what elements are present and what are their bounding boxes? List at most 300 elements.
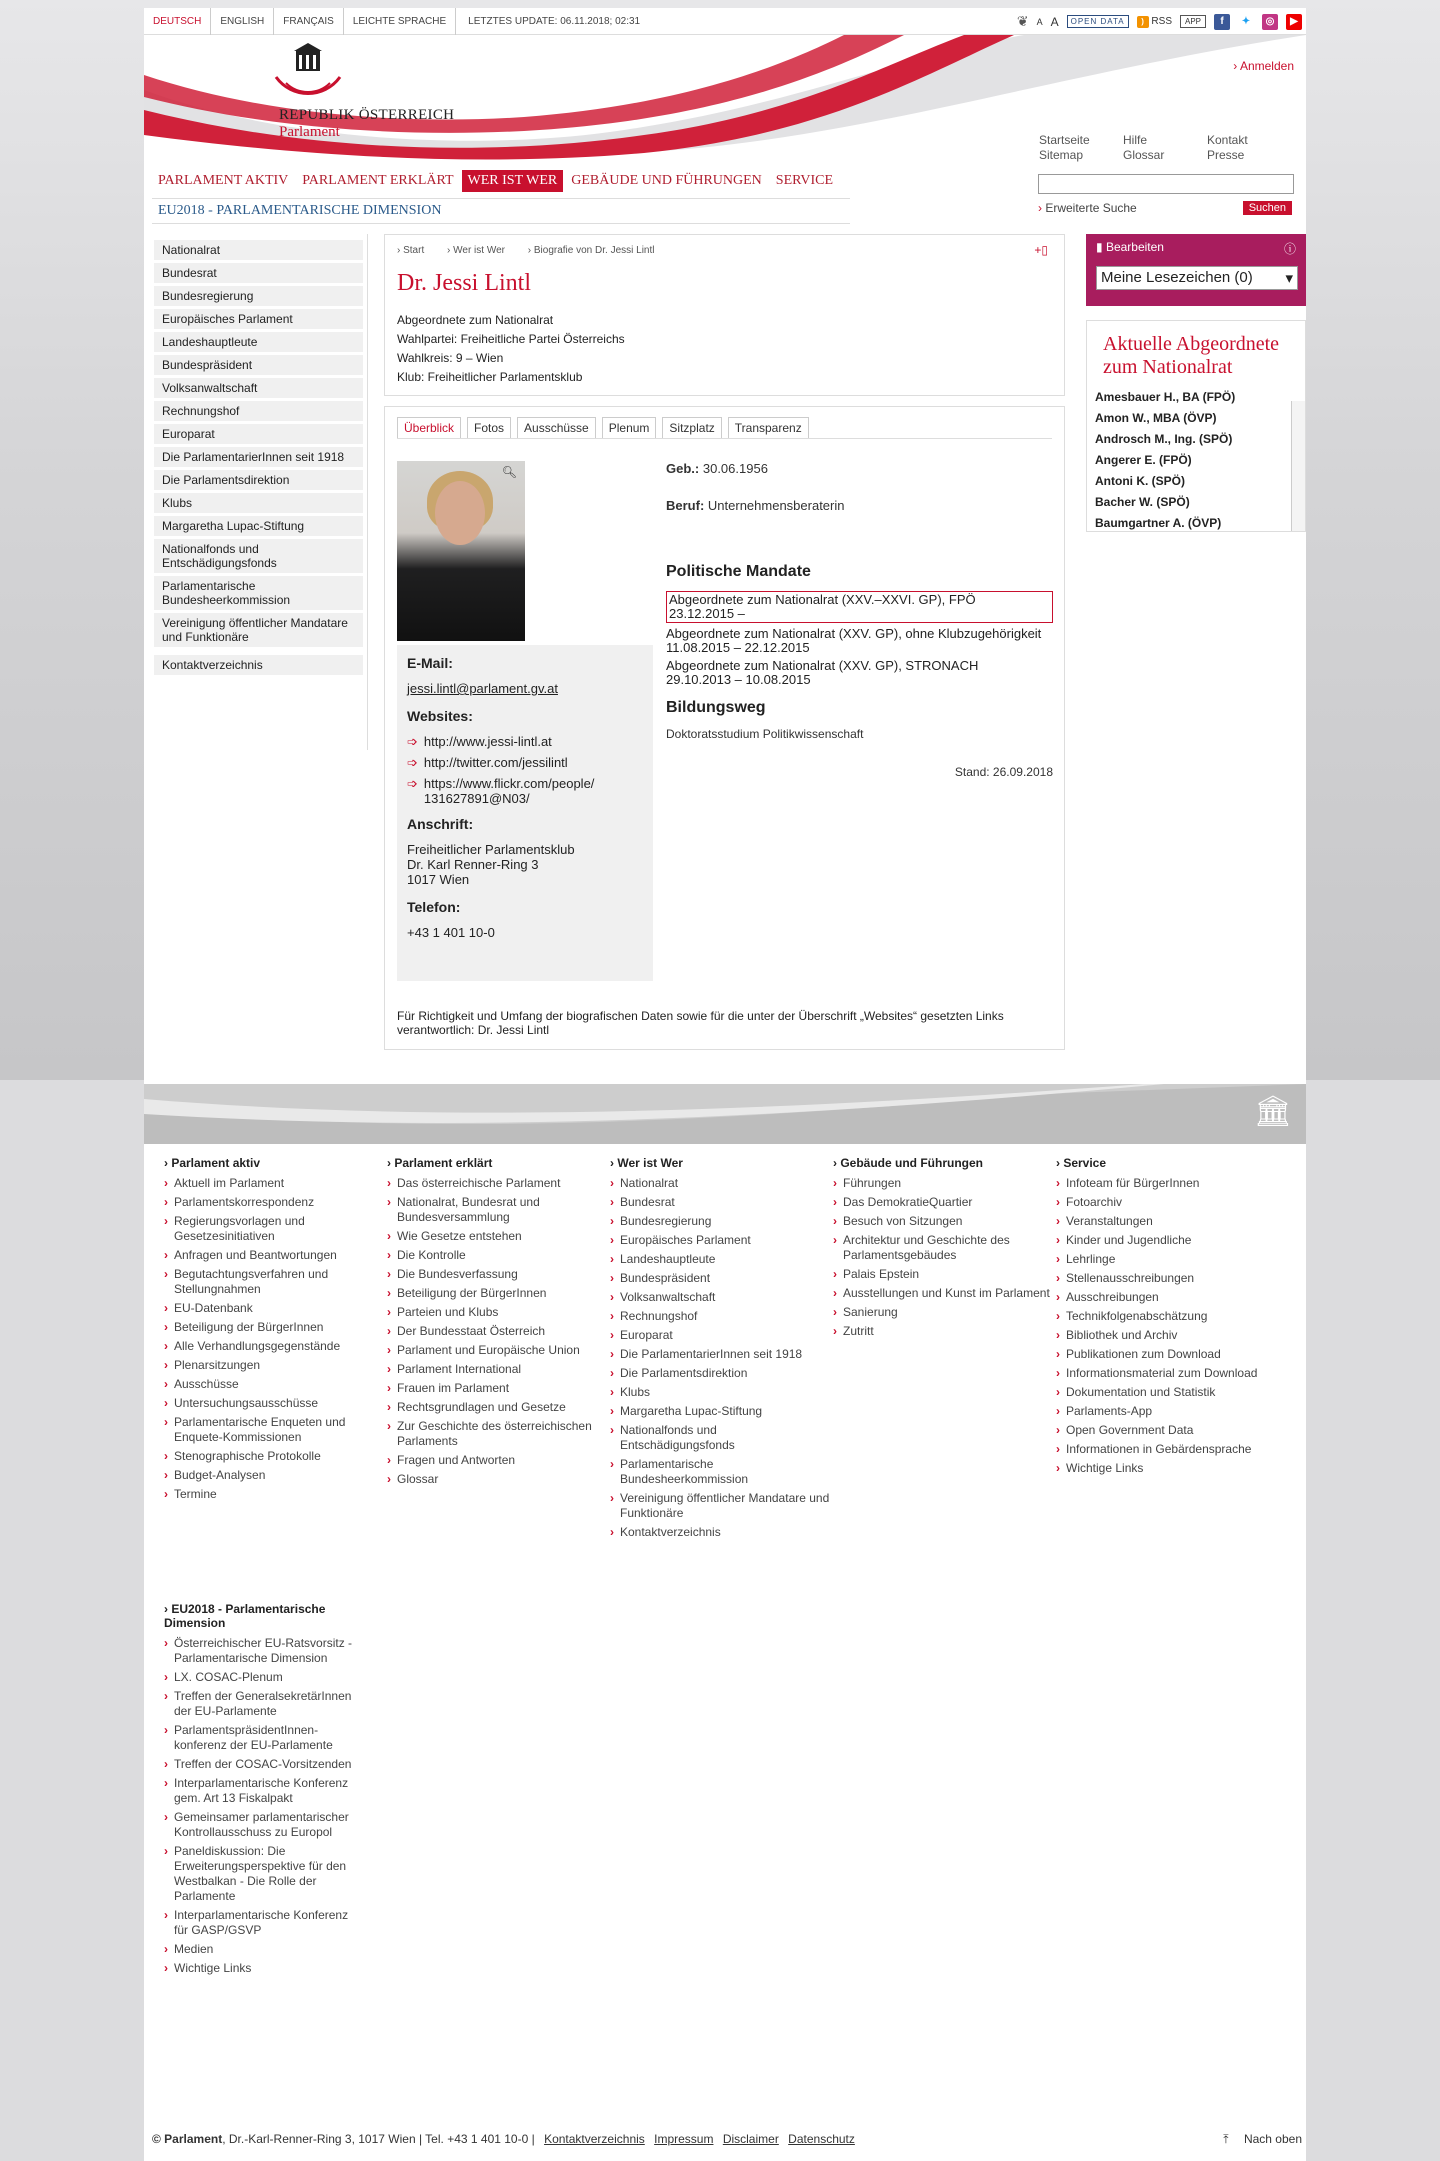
chevron-right-icon: › [164,1942,168,1956]
page [144,8,1306,2161]
contact-box [397,645,653,981]
footer-heading[interactable]: › Gebäude und Führungen [833,1156,983,1170]
bio-section [666,461,1053,779]
mp-link[interactable]: Bacher W. (SPÖ) [1095,495,1190,509]
mp-link[interactable]: Baumgartner A. (ÖVP) [1095,516,1222,530]
chevron-right-icon: › [1056,1423,1060,1437]
footer-link[interactable]: › Stellenausschreibungen [1056,1271,1195,1285]
footer-heading[interactable]: › Parlament aktiv [164,1156,261,1170]
nav-wer-ist-wer[interactable]: WER IST WER [462,170,564,192]
chevron-right-icon: › [164,1195,168,1209]
rss-icon: ) [1137,16,1149,28]
mp-link[interactable]: Androsch M., Ing. (SPÖ) [1095,432,1233,446]
edit-panel [1086,234,1306,306]
back-to-top[interactable]: ⤒ Nach oben [1223,2132,1302,2146]
sidebar-item[interactable]: Kontaktverzeichnis [154,655,363,675]
sidebar-item[interactable]: Vereinigung öffentlicher Mandatare und Funktionäre [154,613,363,647]
bookmarks-select[interactable]: Meine Lesezeichen (0) ▾ [1096,266,1298,290]
chevron-right-icon: › [164,1810,168,1824]
chevron-right-icon: › [1056,1404,1060,1418]
eagle-icon: ❦ [1016,13,1029,29]
footer-link[interactable]: › Anfragen und Beantwortungen [164,1248,337,1262]
footer-link[interactable]: › Frauen im Parlament [387,1381,510,1395]
tab-ausschuesse[interactable]: Ausschüsse [517,417,596,438]
footer-banner [144,1084,1306,1144]
mp-link[interactable]: Angerer E. (FPÖ) [1095,453,1192,467]
chevron-right-icon: › [164,1468,168,1482]
footer-link[interactable]: › Paneldiskussion: Die Erweiterungsperspektive für den Westbalkan - Die Rolle der Parlamente [164,1844,347,1903]
chevron-right-icon: › [164,1396,168,1410]
email-link[interactable]: jessi.lintl@parlament.gv.at [407,681,558,696]
beruf-label: Beruf: [666,498,705,513]
footer-link[interactable]: › Bundesrat [610,1195,675,1209]
chevron-right-icon: › [387,1229,391,1243]
bildung-title: Bildungsweg [666,699,766,716]
footer-link[interactable]: › Treffen der GeneralsekretärInnen der EU-Parlamente [164,1689,352,1718]
profile-tabs [397,417,1052,439]
top-bar [144,8,1306,35]
footer-address: , Dr.-Karl-Renner-Ring 3, 1017 Wien | Tel. +43 1 401 10-0 | [222,2132,535,2146]
chevron-right-icon: › [164,1248,168,1262]
footer-parliament-icon: 🏛︎ [1253,1095,1292,1128]
mp-link[interactable]: Antoni K. (SPÖ) [1095,474,1185,488]
footer-link[interactable]: › Alle Verhandlungsgegenstände [164,1339,341,1353]
arrow-up-icon: ⤒ [1223,2132,1229,2146]
footer-link[interactable]: › Lehrlinge [1056,1252,1116,1266]
chevron-right-icon: › [387,1305,391,1319]
footer-link[interactable]: › Der Bundesstaat Österreich [387,1324,546,1338]
footer-link[interactable]: Datenschutz [788,2132,855,2146]
profile-card [384,406,1065,1050]
chevron-right-icon: › [1056,1328,1060,1342]
footer-link[interactable]: › Parlamentskorrespondenz [164,1195,315,1209]
footer-link[interactable]: › Architektur und Geschichte des Parlamentsgebäudes [833,1233,1010,1262]
zoom-icon[interactable]: 🔍︎ [501,465,517,479]
footer-link[interactable]: Disclaimer [722,2132,779,2146]
chevron-right-icon: › [1056,1290,1060,1304]
footer-bottom [152,2132,1302,2147]
advanced-search-link[interactable]: › Erweiterte Suche [1038,201,1137,215]
footer-link[interactable]: › Österreichischer EU-Ratsvorsitz - Parlamentarische Dimension [164,1636,353,1665]
footer-link[interactable]: Kontaktverzeichnis [544,2132,645,2146]
footer-link[interactable]: › Beteiligung der BürgerInnen [164,1320,324,1334]
footer-link[interactable]: › Kinder und Jugendliche [1056,1233,1192,1247]
sub-nav-eu2018[interactable]: EU2018 - PARLAMENTARISCHE DIMENSION [152,198,850,224]
website-link[interactable]: ➩ http://twitter.com/jessilintl [407,755,568,770]
logo-republic: REPUBLIK ÖSTERREICH [279,107,455,123]
parliament-emblem[interactable] [272,39,344,105]
footer-link[interactable]: › Interparlamentarische Konferenz gem. Art 13 Fiskalpakt [164,1776,349,1805]
chevron-right-icon: › [610,1347,614,1361]
footer-link[interactable]: › Volksanwaltschaft [610,1290,716,1304]
chevron-right-icon: › [1056,1195,1060,1209]
address-line: Freiheitlicher Parlamentsklub [407,842,575,857]
footer-link[interactable]: › Interparlamentarische Konferenz für GASP/GSVP [164,1908,349,1937]
address-label: Anschrift: [407,816,474,832]
chevron-right-icon: › [387,1453,391,1467]
chevron-right-icon: › [833,1176,837,1190]
quick-presse[interactable]: Presse [1207,148,1245,162]
chevron-right-icon: › [164,1214,168,1228]
footer-link[interactable]: › Europarat [610,1328,673,1342]
chevron-right-icon: › [164,1176,168,1190]
login-link[interactable]: › Anmelden [1233,59,1294,73]
footer-link[interactable]: › Das österreichische Parlament [387,1176,561,1190]
sidebar-item[interactable]: Die ParlamentarierInnen seit 1918 [154,447,363,467]
chevron-right-icon: › [1056,1461,1060,1475]
footer-link[interactable]: › Technikfolgenabschätzung [1056,1309,1208,1323]
footer-link[interactable]: › Bundespräsident [610,1271,711,1285]
footer-link[interactable]: › Beteiligung der BürgerInnen [387,1286,547,1300]
chevron-right-icon: › [833,1267,837,1281]
quick-kontakt[interactable]: Kontakt [1207,133,1248,147]
footer-link[interactable]: › Infoteam für BürgerInnen [1056,1176,1200,1190]
chevron-right-icon: › [1056,1233,1060,1247]
sidebar-item[interactable]: Bundesregierung [154,286,363,306]
address-line: 1017 Wien [407,872,470,887]
footer-col-service [1056,1156,1279,1544]
footer-link[interactable]: › Open Government Data [1056,1423,1194,1437]
footer-link[interactable]: › Die ParlamentarierInnen seit 1918 [610,1347,803,1361]
quick-sitemap[interactable]: Sitemap [1039,148,1084,162]
chevron-down-icon: ▾ [1285,270,1293,287]
footer-link[interactable]: › Nationalrat [610,1176,679,1190]
footer-heading[interactable]: › Parlament erklärt [387,1156,493,1170]
phone-label: Telefon: [407,899,461,915]
mandates-title: Politische Mandate [666,563,811,580]
footer-link[interactable]: › Dokumentation und Statistik [1056,1385,1216,1399]
mp-list-scrollbar[interactable] [1291,401,1305,531]
footer-link[interactable]: › EU-Datenbank [164,1301,253,1315]
chevron-right-icon: › [610,1271,614,1285]
tab-plenum[interactable]: Plenum [602,417,657,438]
footer-col-wer [610,1156,833,1544]
footer-link[interactable]: Impressum [654,2132,714,2146]
chevron-right-icon: › [387,1286,391,1300]
footer-link[interactable]: › Landeshauptleute [610,1252,716,1266]
chevron-right-icon: › [610,1252,614,1266]
chevron-right-icon: › [610,1176,614,1190]
main-nav [152,170,839,192]
external-link-icon: ➩ [407,776,418,791]
edit-link[interactable]: ▮ Bearbeiten [1096,240,1164,254]
search-box [1030,168,1300,224]
bildung-value: Doktoratsstudium Politikwissenschaft [666,727,864,741]
rss-link[interactable]: ) RSS [1137,16,1172,28]
footer-link[interactable]: › Budget-Analysen [164,1468,266,1482]
sidebar-item[interactable]: Margaretha Lupac-Stiftung [154,516,363,536]
external-link-icon: ➩ [407,734,418,749]
footer-link[interactable]: › Parlament International [387,1362,522,1376]
chevron-right-icon: › [1056,1347,1060,1361]
portrait-face [435,481,485,545]
beruf-value: Unternehmensberaterin [707,498,845,513]
mp-link[interactable]: Amesbauer H., BA (FPÖ) [1095,390,1236,404]
youtube-icon[interactable]: ▶ [1286,14,1302,30]
footer-col-aktiv [164,1156,387,1544]
footer-link[interactable]: › Sanierung [833,1305,898,1319]
email-label: E-Mail: [407,655,453,671]
chevron-right-icon: › [1056,1252,1060,1266]
footer-link[interactable]: › Parlamentarische Bundesheerkommission [610,1457,749,1486]
chevron-right-icon: › [833,1214,837,1228]
chevron-right-icon: › [610,1366,614,1380]
footer-col-erklaert [387,1156,610,1544]
chevron-right-icon: › [387,1248,391,1262]
chevron-right-icon: › [1056,1366,1060,1380]
chevron-right-icon: › [833,1324,837,1338]
chevron-right-icon: › [164,1449,168,1463]
crumb-wer-ist-wer[interactable]: › Wer ist Wer [447,245,505,256]
info-icon[interactable]: ⓘ [1283,242,1296,256]
chevron-right-icon: › [1056,1176,1060,1190]
footer-link[interactable]: › Rechtsgrundlagen und Gesetze [387,1400,566,1414]
websites-label: Websites: [407,708,473,724]
instagram-icon[interactable]: ◎ [1262,14,1278,30]
sidebar-item[interactable]: Landeshauptleute [154,332,363,352]
sidebar-item[interactable]: Bundesrat [154,263,363,283]
nav-service[interactable]: SERVICE [775,173,834,188]
sidebar-item[interactable]: Bundespräsident [154,355,363,375]
nav-parlament-erklaert[interactable]: PARLAMENT ERKLÄRT [302,173,454,188]
chevron-right-icon: › [610,1328,614,1342]
chevron-right-icon: › [610,1233,614,1247]
footer-heading[interactable]: › Service [1056,1156,1107,1170]
chevron-right-icon: › [610,1385,614,1399]
footer-link[interactable]: › LX. COSAC-Plenum [164,1670,283,1684]
footer-col-gebaeude [833,1156,1056,1544]
facebook-icon[interactable]: f [1214,14,1230,30]
footer-link[interactable]: › Rechnungshof [610,1309,698,1323]
footer-link[interactable]: › Parlaments-App [1056,1404,1153,1418]
footer-eu2018 [164,1602,364,1980]
footer-link[interactable]: › Publikationen zum Download [1056,1347,1221,1361]
sidebar-item[interactable]: Europarat [154,424,363,444]
page-title: Dr. Jessi Lintl [397,270,532,296]
footer-link[interactable]: › Medien [164,1942,214,1956]
footer-link[interactable]: › Wichtige Links [164,1961,252,1975]
footer-link[interactable]: › Nationalfonds und Entschädigungsfonds [610,1423,735,1452]
mandate-item: Abgeordnete zum Nationalrat (XXV.–XXVI. GP), FPÖ 23.12.2015 – [666,591,1053,623]
footer-link[interactable]: › Nationalrat, Bundesrat und Bundesversammlung [387,1195,540,1224]
chevron-right-icon: › [164,1670,168,1684]
current-mps-box [1086,320,1306,532]
chevron-right-icon: › [164,1487,168,1501]
chevron-right-icon: › [610,1214,614,1228]
footer-link[interactable]: › Das DemokratieQuartier [833,1195,973,1209]
footer-link[interactable]: › Europäisches Parlament [610,1233,751,1247]
sidebar-item[interactable]: Nationalrat [154,240,363,260]
chevron-right-icon: › [387,1267,391,1281]
font-large-button[interactable]: A [1050,14,1059,29]
footer-link[interactable]: › Bibliothek und Archiv [1056,1328,1178,1342]
sidebar-item[interactable]: Rechnungshof [154,401,363,421]
tab-ueberblick[interactable]: Überblick [397,417,461,438]
last-update: LETZTES UPDATE: 06.11.2018; 02:31 [468,15,641,27]
chevron-right-icon: › [610,1457,614,1471]
sidebar-item[interactable]: Die Parlamentsdirektion [154,470,363,490]
person-wahlpartei: Wahlpartei: Freiheitliche Partei Österreichs [397,332,625,346]
footer-link[interactable]: › Veranstaltungen [1056,1214,1153,1228]
footer-link[interactable]: › Führungen [833,1176,902,1190]
chevron-right-icon: › [387,1381,391,1395]
mandate-item: Abgeordnete zum Nationalrat (XXV. GP), ohne Klubzugehörigkeit 11.08.2015 – 22.12.2015 [666,626,1042,655]
footer-link[interactable]: › Glossar [387,1472,439,1486]
footer-link[interactable]: › Ausstellungen und Kunst im Parlament [833,1286,1050,1300]
footer-link[interactable]: › Stenographische Protokolle [164,1449,321,1463]
external-link-icon: ➩ [407,755,418,770]
twitter-icon[interactable]: ✦ [1238,14,1254,30]
chevron-right-icon: › [1056,1271,1060,1285]
footer-link[interactable]: › Gemeinsamer parlamentarischer Kontrollausschuss zu Europol [164,1810,349,1839]
quick-glossar[interactable]: Glossar [1123,148,1165,162]
tab-transparenz[interactable]: Transparenz [728,417,809,438]
footer-link[interactable]: › Parteien und Klubs [387,1305,499,1319]
footer-link[interactable]: › Wie Gesetze entstehen [387,1229,522,1243]
footer-link[interactable]: › Vereinigung öffentlicher Mandatare und Funktionäre [610,1491,830,1520]
sidebar-item[interactable]: Klubs [154,493,363,513]
font-small-button[interactable]: A [1036,16,1043,27]
footer-link[interactable]: › Ausschüsse [164,1377,239,1391]
chevron-right-icon: › [833,1286,837,1300]
footer-link[interactable]: › Wichtige Links [1056,1461,1144,1475]
address-line: Dr. Karl Renner-Ring 3 [407,857,539,872]
chevron-right-icon: › [610,1195,614,1209]
portrait-photo[interactable] [397,461,525,641]
footer-link[interactable]: › Termine [164,1487,217,1501]
mp-link[interactable]: Amon W., MBA (ÖVP) [1095,411,1217,425]
chevron-right-icon: › [387,1419,391,1433]
lang-de[interactable]: DEUTSCH [144,8,211,35]
chevron-right-icon: › [610,1491,614,1505]
chevron-right-icon: › [164,1415,168,1429]
nav-parlament-aktiv[interactable]: PARLAMENT AKTIV [158,173,289,188]
phone-value: +43 1 401 10-0 [407,925,495,940]
footer-link[interactable]: › Zutritt [833,1324,874,1338]
chevron-right-icon: › [164,1636,168,1650]
person-wahlkreis: Wahlkreis: 9 – Wien [397,351,504,365]
footer-link[interactable]: › Parlament und Europäische Union [387,1343,580,1357]
footer-link[interactable]: › Kontaktverzeichnis [610,1525,721,1539]
footer-link[interactable]: › Die Kontrolle [387,1248,466,1262]
chevron-right-icon: › [164,1339,168,1353]
footer-link[interactable]: › Treffen der COSAC-Vorsitzenden [164,1757,352,1771]
lang-easy[interactable]: LEICHTE SPRACHE [344,8,456,35]
chevron-right-icon: › [387,1362,391,1376]
chevron-right-icon: › [833,1305,837,1319]
geb-label: Geb.: [666,461,700,476]
logo[interactable] [279,107,454,141]
chevron-right-icon: › [833,1233,837,1247]
sidebar-item[interactable]: Parlamentarische Bundesheerkommission [154,576,363,610]
logo-parlament: Parlament [279,124,340,140]
footer-heading[interactable]: › Wer ist Wer [610,1156,683,1170]
person-header-card [384,234,1065,396]
footer-link[interactable]: › Begutachtungsverfahren und Stellungnahmen [164,1267,329,1296]
chevron-right-icon: › [387,1400,391,1414]
chevron-right-icon: › [164,1377,168,1391]
chevron-right-icon: › [387,1343,391,1357]
quick-startseite[interactable]: Startseite [1039,133,1090,147]
chevron-right-icon: › [164,1776,168,1790]
footer-link[interactable]: › Aktuell im Parlament [164,1176,285,1190]
footer-link[interactable]: › ParlamentspräsidentInnen-konferenz der EU-Parlamente [164,1723,333,1752]
left-sidebar [144,234,368,750]
sidebar-item[interactable]: Volksanwaltschaft [154,378,363,398]
footer-columns [164,1156,1279,1544]
footer-link[interactable]: › Plenarsitzungen [164,1358,261,1372]
parliament-building-icon [272,39,344,105]
footer-link[interactable]: › Die Bundesverfassung [387,1267,518,1281]
footer-link[interactable]: › Informationen in Gebärdensprache [1056,1442,1252,1456]
footer-link[interactable]: › Regierungsvorlagen und Gesetzesinitiativen [164,1214,305,1243]
footer-link[interactable]: › Parlamentarische Enqueten und Enquete-Kommissionen [164,1415,346,1444]
tab-fotos[interactable]: Fotos [467,417,511,438]
bookmark-add-icon[interactable]: +▯ [1034,243,1048,257]
header [144,35,1306,175]
person-klub: Klub: Freiheitlicher Parlamentsklub [397,370,583,384]
website-link[interactable]: ➩ http://www.jessi-lintl.at [407,734,552,749]
footer-link[interactable]: › Untersuchungsausschüsse [164,1396,319,1410]
footer-link[interactable]: › Besuch von Sitzungen [833,1214,963,1228]
chevron-right-icon: › [164,1267,168,1281]
copyright: © Parlament [152,2132,223,2146]
mandate-item: Abgeordnete zum Nationalrat (XXV. GP), STRONACH 29.10.2013 – 10.08.2015 [666,658,979,687]
tab-sitzplatz[interactable]: Sitzplatz [662,417,721,438]
footer-link[interactable]: › Palais Epstein [833,1267,920,1281]
chevron-right-icon: › [164,1301,168,1315]
chevron-right-icon: › [1056,1442,1060,1456]
footer-link[interactable]: › Zur Geschichte des österreichischen Parlaments [387,1419,592,1448]
footer-link[interactable]: › Klubs [610,1385,651,1399]
chevron-right-icon: › [387,1195,391,1209]
chevron-right-icon: › [164,1358,168,1372]
quick-hilfe[interactable]: Hilfe [1123,133,1148,147]
footer-link[interactable]: › Bundesregierung [610,1214,712,1228]
open-data-link[interactable]: OPEN DATA [1067,15,1129,28]
lang-fr[interactable]: FRANÇAIS [274,8,344,35]
chevron-right-icon: › [610,1525,614,1539]
app-link[interactable]: APP [1180,15,1206,28]
sidebar-item[interactable]: Nationalfonds und Entschädigungsfonds [154,539,363,573]
footer-link[interactable]: › Fotoarchiv [1056,1195,1123,1209]
chevron-right-icon: › [610,1309,614,1323]
website-link[interactable]: ➩ https://www.flickr.com/people/ 131627891@N03/ [407,776,595,806]
chevron-right-icon: › [164,1320,168,1334]
footer-link[interactable]: › Die Parlamentsdirektion [610,1366,748,1380]
chevron-right-icon: › [387,1176,391,1190]
chevron-right-icon: › [610,1404,614,1418]
chevron-right-icon: › [1056,1214,1060,1228]
footer-link[interactable]: › Margaretha Lupac-Stiftung [610,1404,763,1418]
footer-link[interactable]: › Fragen und Antworten [387,1453,516,1467]
footer-link[interactable]: › Ausschreibungen [1056,1290,1159,1304]
search-input[interactable] [1038,174,1294,194]
chevron-right-icon: › [610,1423,614,1437]
lang-en[interactable]: ENGLISH [211,8,274,35]
chevron-right-icon: › [164,1844,168,1858]
geb-value: 30.06.1956 [702,461,768,476]
sidebar-item[interactable]: Europäisches Parlament [154,309,363,329]
chevron-right-icon: › [1056,1385,1060,1399]
nav-gebaeude[interactable]: GEBÄUDE UND FÜHRUNGEN [571,173,762,188]
footer-heading[interactable]: › EU2018 - Parlamentarische Dimension [164,1602,326,1630]
chevron-right-icon: › [387,1324,391,1338]
quick-links [1039,133,1291,163]
crumb-start[interactable]: › Start [397,245,425,256]
footer-link[interactable]: › Informationsmaterial zum Download [1056,1366,1258,1380]
search-button[interactable]: Suchen [1243,201,1292,215]
